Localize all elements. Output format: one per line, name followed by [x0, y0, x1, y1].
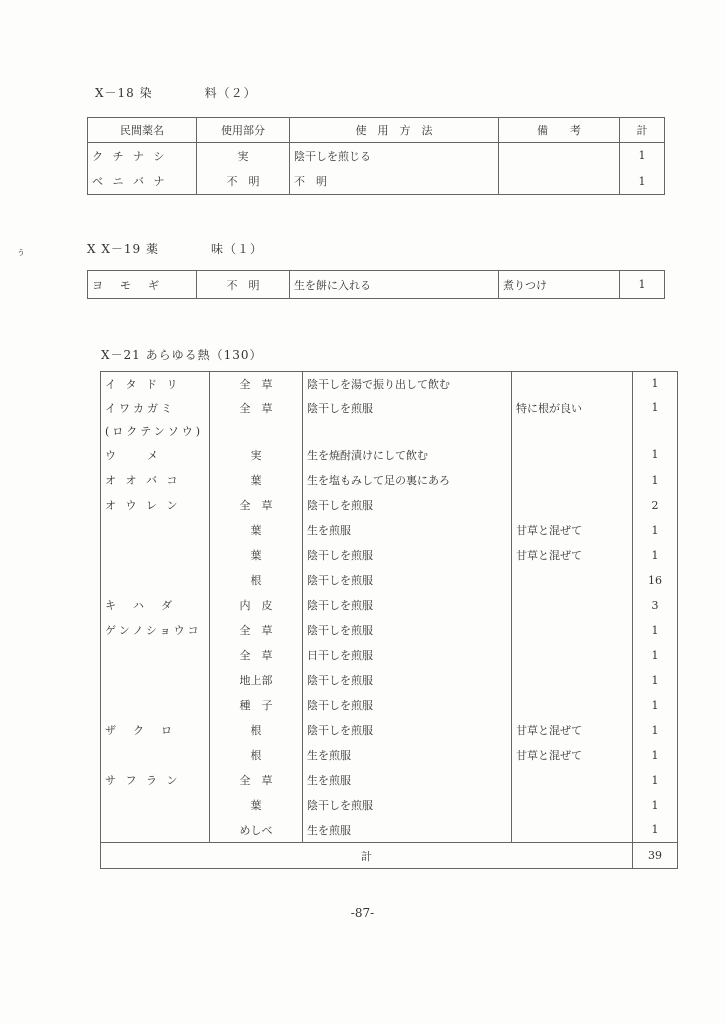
row-use: 生を煎服: [303, 768, 512, 793]
row-count: 16: [648, 573, 662, 587]
table-row: [101, 468, 678, 493]
row-use: 陰干しを煎じる: [290, 143, 499, 169]
header-name: 民間薬名: [88, 118, 197, 143]
table-row: [101, 668, 678, 693]
row-use: 生を塩もみして足の裏にあろ: [303, 468, 512, 493]
row-name: オ オ バ コ: [101, 468, 210, 493]
row-count: 1: [651, 623, 659, 637]
row-count: 1: [651, 698, 659, 712]
row-count: 1: [651, 723, 659, 737]
header-part: 使用部分: [197, 118, 290, 143]
row-use: [303, 420, 512, 442]
row-name: [101, 818, 210, 843]
table-header: [88, 118, 665, 143]
row-part: 全 草: [210, 493, 303, 518]
page-number: -87-: [350, 906, 375, 920]
row-count: 1: [651, 448, 659, 461]
row-part: 種 子: [210, 693, 303, 718]
row-count: 1: [651, 377, 659, 391]
row-count: 1: [651, 548, 659, 562]
row-name: [101, 693, 210, 718]
row-note: 甘草と混ぜて: [512, 543, 633, 568]
table-row: [101, 568, 678, 593]
table-row: [101, 518, 678, 543]
row-use: 生を焼酎漬けにして飲む: [303, 442, 512, 468]
table-row: [101, 643, 678, 668]
table-row: [101, 493, 678, 518]
table-row: [101, 718, 678, 743]
row-note: 甘草と混ぜて: [512, 743, 633, 768]
row-count: 1: [651, 473, 659, 487]
row-name: ク チ ナ シ: [88, 143, 197, 169]
row-use: 日干しを煎服: [303, 643, 512, 668]
row-note: [512, 768, 633, 793]
row-note: [512, 420, 633, 442]
row-part: 葉: [210, 793, 303, 818]
row-note: [512, 372, 633, 396]
table-row: [101, 593, 678, 618]
header-count: 計: [636, 124, 648, 137]
table-row: [101, 420, 678, 442]
row-part: 全 草: [210, 396, 303, 420]
section-title-fever: X－21 あらゆる熱（130）: [101, 348, 263, 362]
table-row: [88, 271, 665, 299]
table-row: [101, 396, 678, 420]
row-note: 特に根が良い: [512, 396, 633, 420]
row-note: 煮りつけ: [499, 271, 620, 299]
row-note: [512, 493, 633, 518]
row-name: [101, 568, 210, 593]
stray-mark: ぅ: [16, 247, 26, 258]
row-count: 1: [651, 648, 659, 662]
row-part: 全 草: [210, 643, 303, 668]
row-note: [512, 793, 633, 818]
header-use: 使 用 方 法: [290, 118, 499, 143]
row-name: [101, 643, 210, 668]
row-note: 甘草と混ぜて: [512, 518, 633, 543]
row-use: 生を煎服: [303, 818, 512, 843]
table-dyes: [87, 117, 665, 195]
row-use: 陰干しを煎服: [303, 693, 512, 718]
row-name: [101, 518, 210, 543]
table-row: [88, 169, 665, 195]
row-count: 1: [651, 798, 659, 812]
row-name: [101, 668, 210, 693]
row-name: ゲンノショウコ: [101, 618, 210, 643]
row-part: 地上部: [210, 668, 303, 693]
row-name: ザ ク ロ: [101, 718, 210, 743]
row-note: [512, 468, 633, 493]
row-note: [512, 618, 633, 643]
row-count: 1: [651, 773, 659, 787]
row-use: 不 明: [290, 169, 499, 195]
section-title-dyes: X－18 染 料（２）: [95, 86, 257, 100]
row-part: 根: [210, 743, 303, 768]
row-name: [101, 543, 210, 568]
row-name: ベ ニ バ ナ: [88, 169, 197, 195]
row-name: サ フ ラ ン: [101, 768, 210, 793]
table-row: [101, 743, 678, 768]
row-name: イ タ ド リ: [101, 372, 210, 396]
row-name: (ロクテンソウ): [101, 420, 210, 442]
row-part: 葉: [210, 543, 303, 568]
row-part: 根: [210, 718, 303, 743]
table-row: [101, 818, 678, 843]
row-use: 陰干しを煎服: [303, 493, 512, 518]
row-part: めしべ: [210, 818, 303, 843]
row-use: 陰干しを煎服: [303, 618, 512, 643]
row-note: [512, 568, 633, 593]
row-part: 実: [197, 143, 290, 169]
header-note: 備 考: [499, 118, 620, 143]
row-note: [512, 668, 633, 693]
row-name: ヨ モ ギ: [88, 271, 197, 299]
row-use: 陰干しを煎服: [303, 568, 512, 593]
row-part: 内 皮: [210, 593, 303, 618]
row-count: 3: [651, 598, 659, 612]
row-note: [499, 169, 620, 195]
row-count: 2: [651, 498, 659, 512]
row-part: 全 草: [210, 372, 303, 396]
row-note: [512, 643, 633, 668]
row-count: 1: [651, 748, 659, 762]
row-part: 全 草: [210, 768, 303, 793]
table-row: [101, 793, 678, 818]
row-name: イワカガミ: [101, 396, 210, 420]
row-name: ウ メ: [101, 442, 210, 468]
row-part: 不 明: [197, 169, 290, 195]
table-row: [101, 543, 678, 568]
row-use: 陰干しを煎服: [303, 793, 512, 818]
row-part: 根: [210, 568, 303, 593]
total-row: [101, 843, 678, 869]
row-use: 陰干しを湯で振り出して飲む: [303, 372, 512, 396]
row-count: 1: [638, 174, 646, 188]
row-use: 陰干しを煎服: [303, 593, 512, 618]
row-count: 1: [638, 149, 646, 163]
row-name: オ ウ レ ン: [101, 493, 210, 518]
row-use: 陰干しを煎服: [303, 543, 512, 568]
total-label: 計: [101, 843, 633, 869]
row-part: 葉: [210, 518, 303, 543]
row-count: 1: [651, 673, 659, 687]
row-note: [512, 593, 633, 618]
row-count: 1: [638, 278, 646, 291]
row-use: 陰干しを煎服: [303, 718, 512, 743]
row-part: [210, 420, 303, 442]
table-row: [101, 693, 678, 718]
row-name: [101, 743, 210, 768]
table-row: [88, 143, 665, 169]
row-note: [512, 818, 633, 843]
row-name: [101, 793, 210, 818]
row-part: 全 草: [210, 618, 303, 643]
row-note: [512, 693, 633, 718]
row-note: [499, 143, 620, 169]
row-count: [633, 420, 678, 442]
table-seasoning: [87, 270, 665, 299]
table-fever: [100, 371, 678, 869]
row-name: キ ハ ダ: [101, 593, 210, 618]
total-count: 39: [648, 849, 662, 862]
row-count: 1: [651, 401, 659, 414]
row-count: 1: [651, 823, 659, 837]
table-row: [101, 372, 678, 396]
row-use: 生を煎服: [303, 518, 512, 543]
section-title-seasoning: X X－19 薬 味（１）: [87, 242, 263, 256]
row-part: 不 明: [197, 271, 290, 299]
row-note: [512, 442, 633, 468]
row-use: 生を餅に入れる: [290, 271, 499, 299]
row-use: 陰干しを煎服: [303, 668, 512, 693]
table-row: [101, 768, 678, 793]
table-row: [101, 442, 678, 468]
table-row: [101, 618, 678, 643]
row-count: 1: [651, 523, 659, 537]
row-part: 実: [210, 442, 303, 468]
row-use: 生を煎服: [303, 743, 512, 768]
row-part: 葉: [210, 468, 303, 493]
row-use: 陰干しを煎服: [303, 396, 512, 420]
row-note: 甘草と混ぜて: [512, 718, 633, 743]
